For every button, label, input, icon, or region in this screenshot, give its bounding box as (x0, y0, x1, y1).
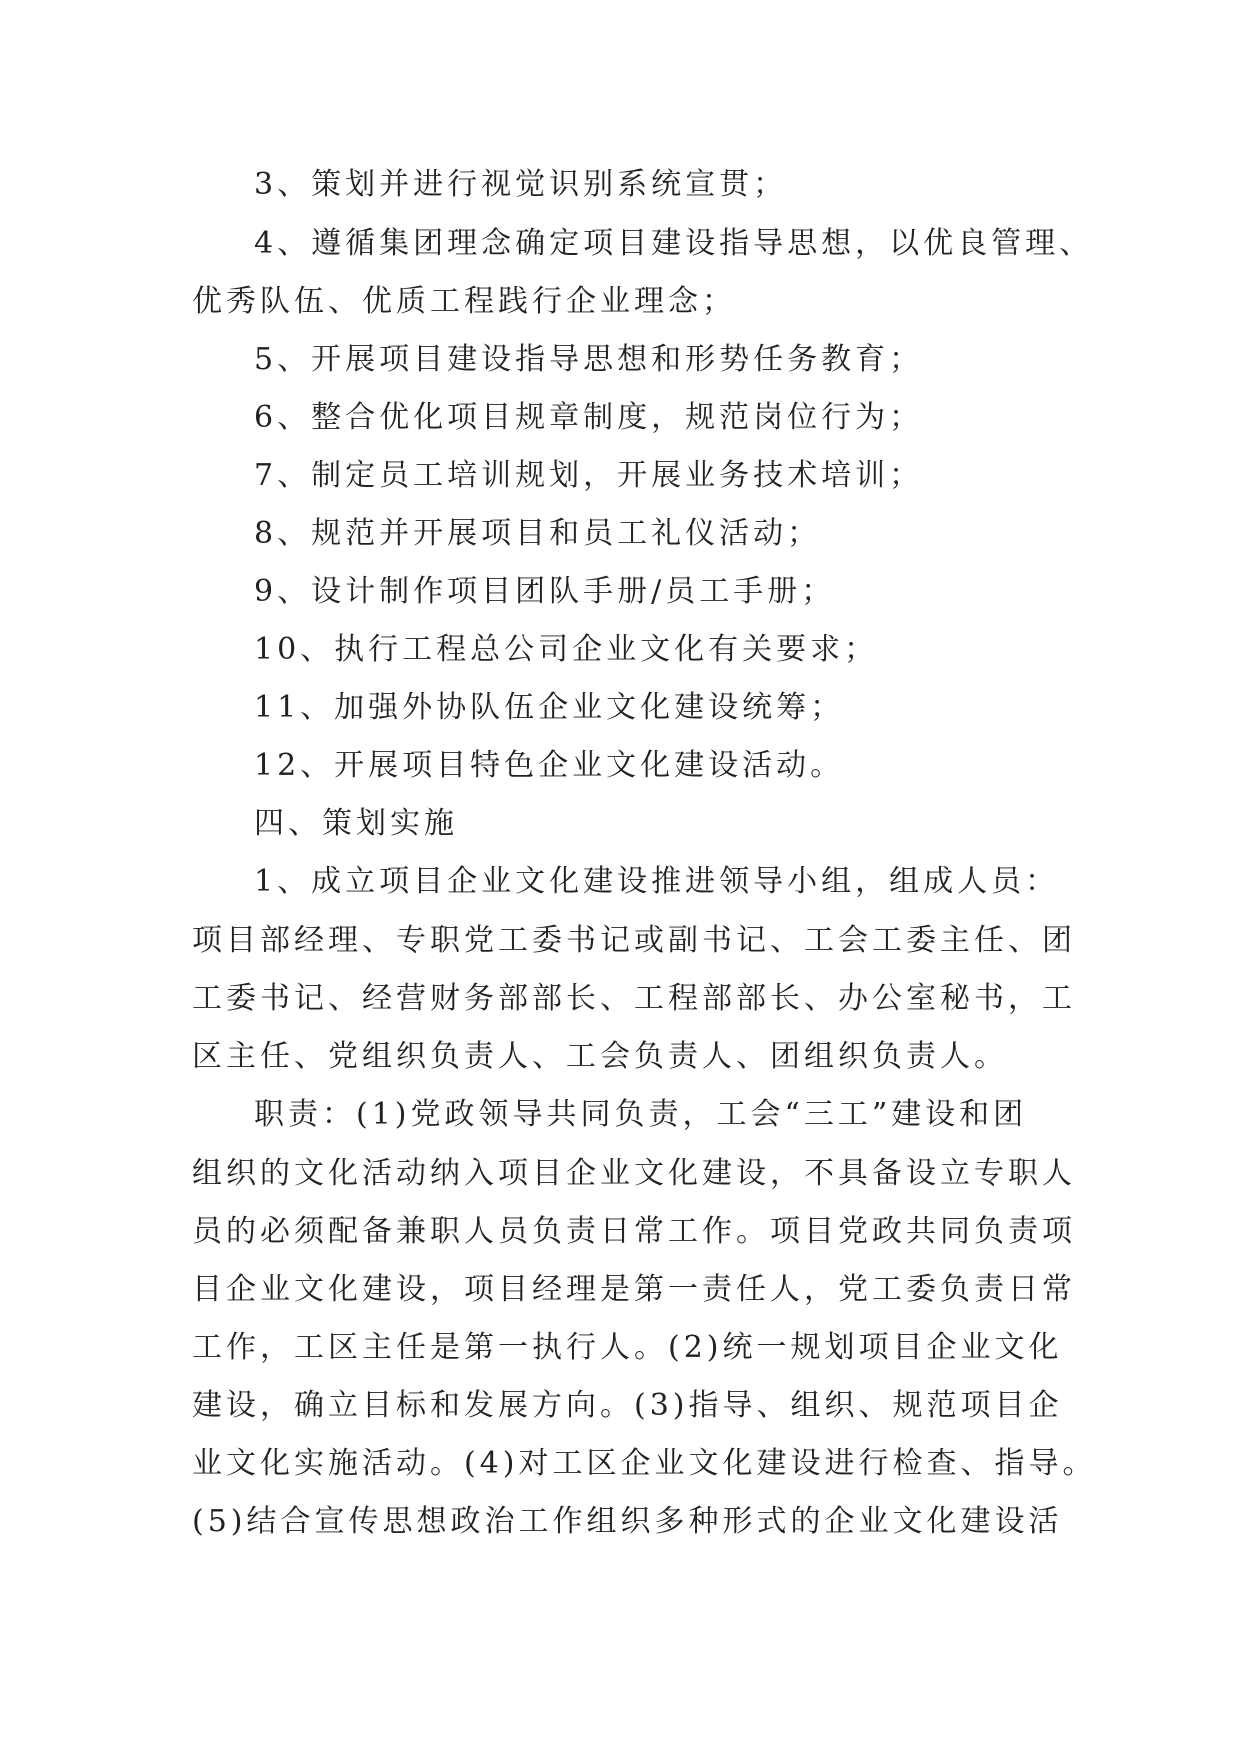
text-line: 12、开展项目特色企业文化建设活动。 (254, 748, 845, 783)
text-line: 区主任、党组织负责人、工会负责人、团组织负责人。 (192, 1039, 1008, 1074)
text-line: 业文化实施活动。(4)对工区企业文化建设进行检查、指导。 (192, 1446, 1097, 1481)
section-heading: 四、策划实施 (254, 806, 458, 841)
text-line: 员的必须配备兼职人员负责日常工作。项目党政共同负责项 (192, 1214, 1076, 1249)
text-line: 7、制定员工培训规划，开展业务技术培训； (254, 458, 924, 493)
text-line: 10、执行工程总公司企业文化有关要求； (254, 632, 879, 667)
text-line: 4、遵循集团理念确定项目建设指导思想，以优良管理、 (254, 226, 1094, 261)
text-line: 工作，工区主任是第一执行人。(2)统一规划项目企业文化 (192, 1330, 1063, 1365)
text-line: 组织的文化活动纳入项目企业文化建设，不具备设立专职人 (192, 1156, 1076, 1191)
text-line: 3、策划并进行视觉识别系统宣贯； (254, 167, 788, 202)
text-line: 职责：(1)党政领导共同负责，工会“三工”建设和团 (254, 1097, 1028, 1132)
text-line: 8、规范并开展项目和员工礼仪活动； (254, 516, 822, 551)
text-line: 优秀队伍、优质工程践行企业理念； (192, 284, 736, 319)
text-line: 6、整合优化项目规章制度，规范岗位行为； (254, 400, 924, 435)
text-line: 1、成立项目企业文化建设推进领导小组，组成人员： (254, 864, 1060, 899)
text-line: 建设，确立目标和发展方向。(3)指导、组织、规范项目企 (192, 1388, 1063, 1423)
text-line: 11、加强外协队伍企业文化建设统筹； (254, 690, 845, 725)
text-line: 项目部经理、专职党工委书记或副书记、工会工委主任、团 (192, 923, 1076, 958)
text-line: 目企业文化建设，项目经理是第一责任人，党工委负责日常 (192, 1272, 1076, 1307)
text-line: 9、设计制作项目团队手册/员工手册； (254, 574, 836, 609)
text-line: 5、开展项目建设指导思想和形势任务教育； (254, 342, 924, 377)
text-line: (5)结合宣传思想政治工作组织多种形式的企业文化建设活 (192, 1504, 1063, 1539)
text-line: 工委书记、经营财务部部长、工程部部长、办公室秘书，工 (192, 981, 1076, 1016)
